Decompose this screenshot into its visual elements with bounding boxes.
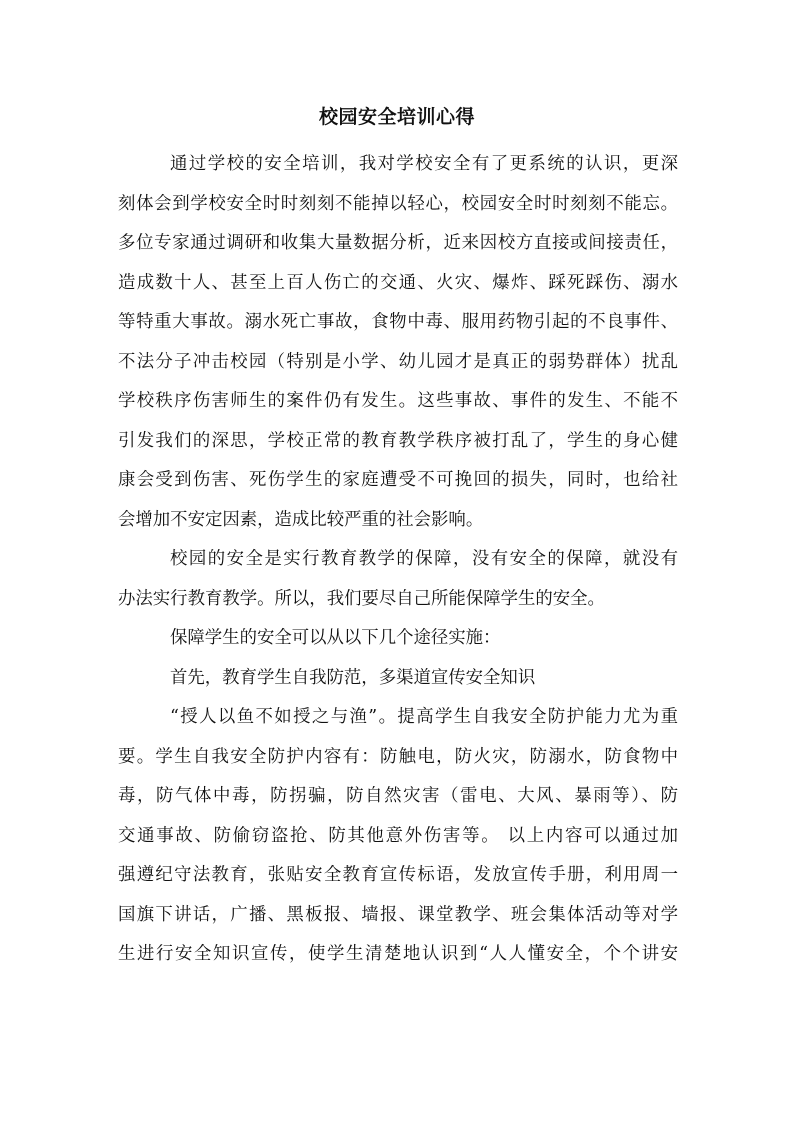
paragraph-line: 保障学生的安全可以从以下几个途径实施：: [170, 628, 501, 648]
paragraph-line: 等特重大事故。溺水死亡事故，食物中毒、服用药物引起的不良事件、: [118, 312, 678, 332]
paragraph-line: 不法分子冲击校园（特别是小学、幼儿园才是真正的弱势群体）扰乱: [118, 351, 678, 372]
document-body: [118, 145, 678, 975]
paragraph-line: 引发我们的深思，学校正常的教育教学秩序被打乱了，学生的身心健: [118, 430, 678, 451]
paragraph-line: 多位专家通过调研和收集大量数据分析，近来因校方直接或间接责任，: [118, 233, 678, 253]
paragraph-line: 校园的安全是实行教育教学的保障，没有安全的保障，就没有: [170, 549, 678, 569]
section-heading: 首先，教育学生自我防范，多渠道宣传安全知识: [170, 667, 536, 688]
paragraph-line: 强遵纪守法教育，张贴安全教育宣传标语，发放宣传手册，利用周一: [118, 865, 678, 885]
paragraph-line: 国旗下讲话，广播、黑板报、墙报、课堂教学、班会集体活动等对学: [118, 904, 678, 925]
paragraph-line: 办法实行教育教学。所以，我们要尽自己所能保障学生的安全。: [118, 588, 605, 609]
document-title: 校园安全培训心得: [318, 106, 475, 128]
paragraph-line: 通过学校的安全培训，我对学校安全有了更系统的认识，更深: [170, 154, 678, 174]
paragraph-line: 刻体会到学校安全时时刻刻不能掉以轻心，校园安全时时刻刻不能忘。: [118, 193, 678, 214]
paragraph-line: 造成数十人、甚至上百人伤亡的交通、火灾、爆炸、踩死踩伤、溺水: [118, 272, 678, 293]
paragraph-line: 生进行安全知识宣传，使学生清楚地认识到“人人懂安全，个个讲安: [118, 944, 678, 964]
paragraph-line: “授人以鱼不如授之与渔”。提高学生自我安全防护能力尤为重: [170, 707, 678, 727]
paragraph-line: 康会受到伤害、死伤学生的家庭遭受不可挽回的损失，同时，也给社: [118, 470, 678, 490]
paragraph-line: 交通事故、防偷窃盗抢、防其他意外伤害等。 以上内容可以通过加: [118, 825, 678, 846]
paragraph-line: 学校秩序伤害师生的案件仍有发生。这些事故、事件的发生、不能不: [118, 391, 678, 411]
paragraph-line: 毒，防气体中毒，防拐骗，防自然灾害（雷电、大风、暴雨等）、防: [118, 786, 678, 806]
paragraph-line: 会增加不安定因素，造成比较严重的社会影响。: [118, 509, 484, 530]
paragraph-line: 要。学生自我安全防护内容有：防触电，防火灾，防溺水，防食物中: [118, 746, 678, 767]
